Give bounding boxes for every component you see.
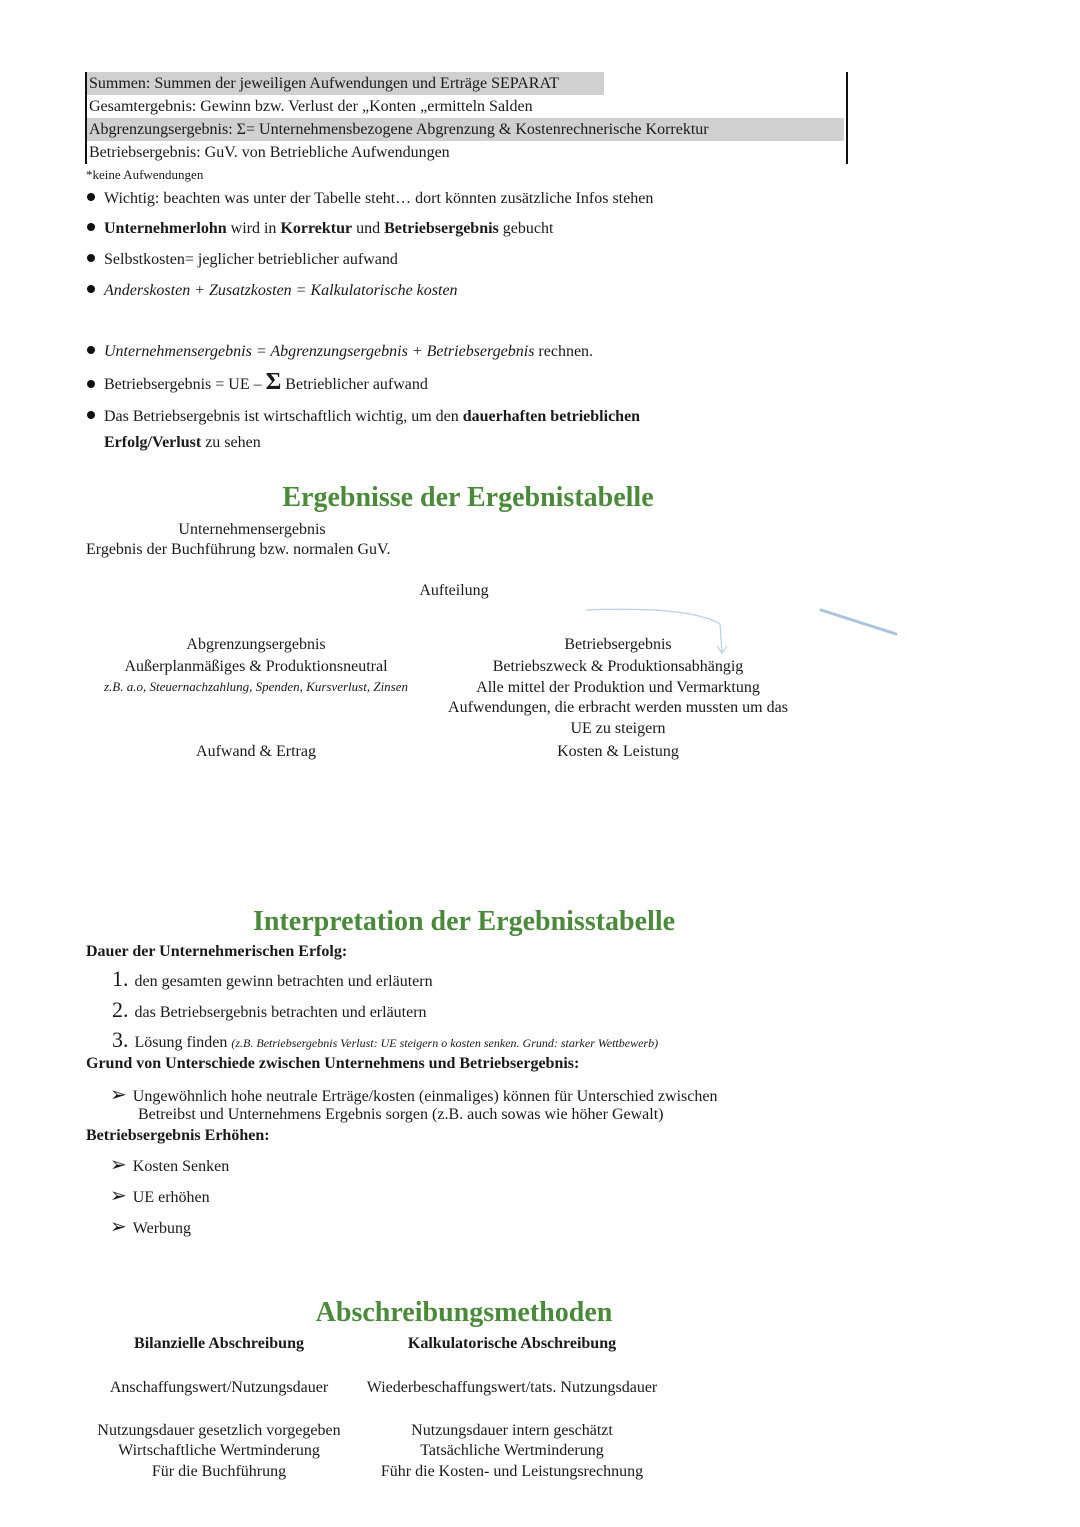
section-title: Interpretation der Ergebnisstabelle <box>252 906 676 937</box>
list-item <box>110 1152 229 1177</box>
step-text: das Betriebsergebnis betrachten und erläutern <box>134 1004 427 1021</box>
table-row <box>87 118 844 141</box>
bullet-selbstkosten: Selbstkosten= jeglicher betrieblicher aufwand <box>104 251 398 268</box>
list-item <box>110 1183 210 1208</box>
text: Betriebsergebnis = UE – <box>104 376 266 393</box>
reason-item <box>110 1082 717 1107</box>
kalkulatorisch-title: Kalkulatorische Abschreibung <box>407 1335 617 1352</box>
bullet-dot <box>87 254 95 262</box>
bilanziell-line2: Wirtschaftliche Wertminderung <box>118 1442 320 1459</box>
bullet-dot <box>87 285 95 293</box>
bullet-dot <box>87 223 95 231</box>
table-cell: Betriebsergebnis: GuV. von Betriebliche Aufwendungen <box>89 144 450 161</box>
step-item <box>112 1027 658 1053</box>
table-footnote: *keine Aufwendungen <box>86 167 204 182</box>
table-row <box>87 141 844 164</box>
bilanziell-formula: Anschaffungswert/Nutzungsdauer <box>109 1379 329 1396</box>
bold-text: Korrektur <box>280 220 353 237</box>
italic-text: Unternehmensergebnis = Abgrenzungsergebnis + Betriebsergebnis <box>104 343 535 360</box>
bilanziell-line1: Nutzungsdauer gesetzlich vorgegeben <box>97 1422 341 1439</box>
bullet-kalkulatorische-kosten: Anderskosten + Zusatzkosten = Kalkulatorische kosten <box>104 282 458 299</box>
ue-subtitle: Ergebnis der Buchführung bzw. normalen GuV. <box>86 541 391 558</box>
table-row <box>87 95 844 118</box>
list-item-text: Werbung <box>132 1220 192 1237</box>
list-item-text: UE erhöhen <box>132 1189 210 1206</box>
text: Das Betriebsergebnis ist wirtschaftlich wichtig, um den <box>104 408 463 425</box>
bold-text: Erfolg/Verlust <box>104 434 202 451</box>
bullet-dot <box>87 193 95 201</box>
bilanziell-title: Bilanzielle Abschreibung <box>134 1335 304 1352</box>
arrow-bullet-icon: ➢ <box>110 1216 127 1238</box>
heading-erhoehen: Betriebsergebnis Erhöhen: <box>86 1127 270 1144</box>
kalkulatorisch-line2: Tatsächliche Wertminderung <box>420 1442 604 1459</box>
step-item <box>112 966 433 992</box>
bold-text: Unternehmerlohn <box>104 220 227 237</box>
step-text: Lösung finden <box>134 1034 228 1051</box>
step-number: 1. <box>112 966 129 991</box>
summary-table <box>85 72 848 164</box>
aufwand-ertrag: Aufwand & Ertrag <box>196 743 316 760</box>
heading-grund: Grund von Unterschiede zwischen Unternehmens und Betriebsergebnis: <box>86 1055 580 1072</box>
reason-cont: Betreibst und Unternehmens Ergebnis sorgen (z.B. auch sowas wie höher Gewalt) <box>138 1106 664 1123</box>
bullet-note-table: Wichtig: beachten was unter der Tabelle steht… dort könnten zusätzliche Infos stehen <box>104 190 654 207</box>
kalkulatorisch-formula: Wiederbeschaffungswert/tats. Nutzungsdauer <box>366 1379 658 1396</box>
table-cell: Abgrenzungsergebnis: Σ= Unternehmensbezogene Abgrenzung & Kostenrechnerische Korrektur <box>89 121 709 138</box>
bullet-dot <box>87 346 95 354</box>
betrieb-line1: Betriebszweck & Produktionsabhängig <box>492 658 744 675</box>
arrow-bullet-icon: ➢ <box>110 1185 127 1207</box>
betrieb-line2: Alle mittel der Produktion und Vermarktung <box>476 679 760 696</box>
section-title: Ergebnisse der Ergebnistabelle <box>282 482 654 513</box>
bullet-betriebsergebnis-formula <box>104 369 428 395</box>
bold-text: Betriebsergebnis <box>384 220 499 237</box>
arrow-bullet-icon: ➢ <box>110 1154 127 1176</box>
step-number: 3. <box>112 1027 129 1052</box>
list-item-text: Kosten Senken <box>132 1158 230 1175</box>
betrieb-line4: UE zu steigern <box>570 720 666 737</box>
bilanziell-line3: Für die Buchführung <box>151 1463 287 1480</box>
betrieb-title: Betriebsergebnis <box>564 636 672 653</box>
heading-dauer: Dauer der Unternehmerischen Erfolg: <box>86 943 348 960</box>
bullet-unternehmerlohn <box>104 220 553 238</box>
list-item <box>110 1214 191 1239</box>
text: rechnen. <box>534 343 594 360</box>
reason-text: Ungewöhnlich hohe neutrale Erträge/kosten (einmaliges) können für Unterschied zwischen <box>132 1088 718 1105</box>
kalkulatorisch-line3: Führ die Kosten- und Leistungsrechnung <box>380 1463 644 1480</box>
sigma-symbol: Σ <box>265 369 282 395</box>
ue-title: Unternehmensergebnis <box>178 521 326 538</box>
betrieb-line3: Aufwendungen, die erbracht werden mussten um das <box>448 699 788 716</box>
abgrenzung-example: z.B. a.o, Steuernachzahlung, Spenden, Kursverlust, Zinsen <box>103 679 409 694</box>
split-label: Aufteilung <box>419 582 489 599</box>
abgrenzung-sub: Außerplanmäßiges & Produktionsneutral <box>124 658 388 675</box>
bold-text: dauerhaften betrieblichen <box>462 408 641 425</box>
step-text: den gesamten gewinn betrachten und erläutern <box>134 973 433 990</box>
step-note: (z.B. Betriebsergebnis Verlust: UE steigern o kosten senken. Grund: starker Wettbewerb) <box>231 1036 659 1050</box>
text: zu sehen <box>201 434 261 451</box>
abgrenzung-title: Abgrenzungsergebnis <box>186 636 326 653</box>
text: wird in <box>226 220 281 237</box>
bullet-dot <box>87 411 95 419</box>
step-number: 2. <box>112 997 129 1022</box>
table-cell: Summen: Summen der jeweiligen Aufwendungen und Erträge SEPARAT <box>89 75 560 92</box>
kalkulatorisch-line1: Nutzungsdauer intern geschätzt <box>411 1422 613 1439</box>
table-row <box>87 72 604 95</box>
arrow-bullet-icon: ➢ <box>110 1084 127 1106</box>
bullet-wirtschaftlich <box>104 408 640 426</box>
text: Betrieblicher aufwand <box>281 376 428 393</box>
table-cell: Gesamtergebnis: Gewinn bzw. Verlust der „Konten „ermitteln Salden <box>89 98 533 115</box>
bullet-unternehmensergebnis <box>104 343 593 361</box>
text: gebucht <box>498 220 554 237</box>
bullet-wirtschaftlich-cont <box>104 434 261 452</box>
step-item <box>112 997 427 1023</box>
section-title: Abschreibungsmethoden <box>315 1297 613 1328</box>
bullet-dot <box>87 380 95 388</box>
kosten-leistung: Kosten & Leistung <box>557 743 679 760</box>
text: und <box>352 220 385 237</box>
